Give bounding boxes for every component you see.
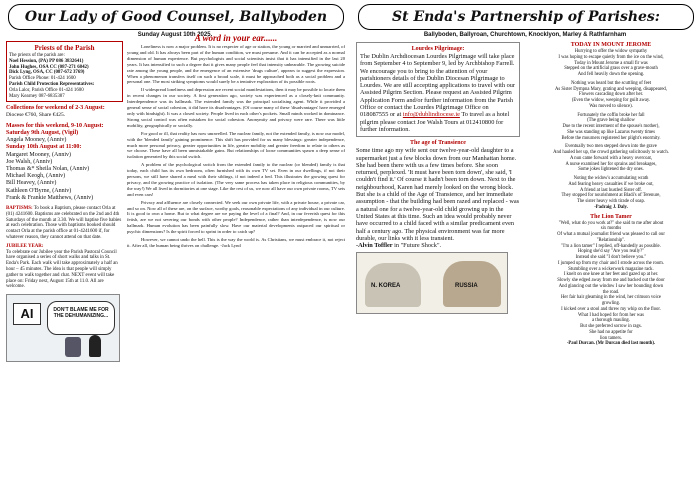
- poems-column: [526, 42, 696, 493]
- poem-line: Instead she said "I don't believe you.": [575, 255, 647, 260]
- jubilee-section: [6, 244, 123, 290]
- collections-section: [6, 105, 123, 119]
- word-column: [127, 33, 345, 493]
- priest-line: Orla Lalor, Parish Office 01-424 1600: [9, 87, 84, 93]
- word-paragraph: A problem of the psychological switch from the extended family to the nuclear (or blended) family is that today, each child has its own bedroom, often furnished with its own TV set. Even in our dwellings, if not their persons, we still have shared a meal with their siblings, if not indeed a bed. This illustrates the growing quest for privacy, and the growing practice of isolation. (The very same process has taken place in religious communities, by the way!) We all lived in dormitories at one stage. Like the rest of us, we now all have our own private rooms, TV sets and even cars!: [127, 162, 345, 197]
- poem-line: Fortunately the coffin broke her fall: [577, 112, 645, 118]
- transience-heading: The age of Transience: [410, 140, 466, 147]
- poem-line: They stopped for nourishment at Bladi's of Terenure,: [561, 193, 661, 199]
- priest-line: Noel Hession, (PA) PP 086 3832641): [9, 58, 84, 64]
- korea-russia-cartoon: [356, 252, 508, 314]
- word-paragraph: If widespread loneliness and depression are recent social manifestations, then it may be possible to locate them in recent changes in our society. A first generation ago, society was experienced as a closely-knit community. Interdependence was its hallmark. The extended family was the principal socialising agent. While it provided a general sense of social cohesion, it did have its disadvantages. (Of course many of these 'disadvantages' have emerged only with hindsight). It was a closed society. People lived in each other's pockets. Small minds worked in dominance. Strong social control was often mistaken for social cohesion. Anonymity and privacy were rare. There was little mobility, geographically or socially.: [127, 87, 345, 128]
- mass-intention: Joe Walsh, (Anniv): [6, 158, 53, 165]
- lion-poem: [526, 221, 696, 348]
- poem-line: Of what a mutual journalist friend was pleased to call our: [557, 232, 665, 237]
- poem-line: "I'm a lion tamer" I replied, off-handedly as possible.: [561, 243, 661, 249]
- partnership-title-banner: [358, 4, 694, 30]
- jerome-heading: TODAY IN MOUNT JEROME: [570, 42, 652, 48]
- poem-line: Nothing was heard but the scuttling of feet: [570, 80, 652, 86]
- jubilee-heading: JUBILEE YEAR:: [6, 243, 44, 249]
- lourdes-hotel-text: To travel as a hotel pilgrim please contact Joe Walsh Tours at 012410800 for further information.: [360, 111, 510, 133]
- poem-line: Some jokes lightened the dry ones.: [578, 167, 644, 173]
- poem-line: -Paul Durcan. (Mr Durcan died last month).: [566, 341, 656, 347]
- word-paragraph: For good or ill, that reality has now unravelled. The nuclear family, not the extended family, is now our model, with the 'blended family' gaining prominence. This shift has provided for us many blessings: greater independence, much more personal privacy, greater opportunities in life, greater mobility and greater freedom to relate to others as we choose. These have all been unmistakable gains. But relationships of loose communities spawn a deep sense of isolation generated by this social switch.: [127, 130, 345, 160]
- poem-line: And fell heavily down the opening.: [577, 72, 645, 77]
- poem-line: I knelt on one knee at her feet and gazed up at her.: [563, 272, 659, 278]
- transience-source: in "Future Shock".: [394, 242, 442, 250]
- poem-line: Slowly she edged away from me and backed out the door: [557, 278, 665, 283]
- poem-line: Stumbling over a wickerwork magazine rack.: [568, 266, 654, 272]
- mass-intention: Michael Keogh, (Anniv): [6, 173, 66, 180]
- poem-line: Noting the widow's accumulating wrath: [573, 176, 649, 181]
- priest-line: John Hughes, OSA CC (087-271 6842): [9, 64, 89, 70]
- mass-intention: Bill Heavey, (Anniv): [6, 180, 57, 187]
- poem-line: The sister heavy with tirade of soap.: [576, 199, 646, 204]
- mass-intention: Angela Mooney, (Anniv): [6, 137, 67, 144]
- poem-line: growling.: [601, 301, 621, 306]
- left-column: [6, 41, 123, 493]
- poem-line: Flowers cascading down after her.: [578, 92, 644, 98]
- parish-title-banner: [8, 4, 344, 30]
- jerome-poem: [526, 49, 696, 211]
- lourdes-box: [356, 42, 520, 137]
- newsletter-date: Sunday August 10th 2025.: [137, 32, 213, 38]
- jubilee-text: To celebrate our Jubilee year the Parish Pastoral Council have organised a series of short walks and talks in St. Enda's Park. Each walk will take approximately a half an hour – 45 minutes. The idea is that people will simply gather to walk together and chat. NEXT event will take place on: Friday next, August 15th at 11.0. All are welcome.: [6, 249, 118, 290]
- lourdes-heading: Lourdes Pilgrimage:: [411, 46, 465, 52]
- robot-figure: [65, 337, 81, 357]
- mass-intention: Margaret Mooney, (Anniv): [6, 151, 71, 158]
- priest-line: Parish Child Protection Representatives:: [9, 81, 95, 87]
- masses-heading: Masses for this weekend, 9-10 August:: [6, 122, 104, 129]
- ai-cartoon: [6, 294, 120, 362]
- poem-line: Hurrying to offer the widow sympathy: [574, 49, 648, 54]
- poem-line: I jumped up from my chair and I strode across the room.: [558, 260, 664, 266]
- lourdes-text: The Dublin Archdiocesan Lourdes Pilgrimage will take place from September 4 to September 9, led by Archbishop Farrell. We encourage you to bring to the attention of your parishioners details of the Dublin Diocesan Pilgrimage to Lourdes. We are still accepting applications to travel with our Assisted Pilgrim Section. Please request an Assisted Pilgrim Application Form and/or further information from the Parish Office or contact the Lourdes Pilgrimage Office on 018087555 or at: [360, 53, 516, 119]
- mass-intention: Frank & Frankie Matthews, (Anniv): [6, 194, 94, 201]
- poem-line: six months: [600, 226, 622, 232]
- lourdes-email-link[interactable]: info@dublindiocese.ie: [402, 111, 460, 119]
- poem-line: a thorough mauling.: [592, 318, 630, 324]
- poem-line: the road.: [602, 289, 620, 295]
- baptisms-text: To book a Baptism, please contact Orla at (01) 4241600. Baptisms are celebrated on the 2nd and 4th Saturdays of the month at 3.30. We will baptise five babies at each celebration. Those with baptisms booked should contact Orla at the parish office at 01-4241600 if, for whatever reason, they cannot attend on that date.: [6, 206, 122, 240]
- russia-label: RUSSIA: [455, 283, 478, 290]
- priests-box: [6, 41, 123, 102]
- partnership-parishes: Ballyboden, Ballyroan, Churchtown, Knocklyon, Marley & Rathfarnham: [423, 32, 627, 38]
- priest-line: Mary Kearney 087-6835387: [9, 93, 65, 99]
- poem-line: And glancing out the window I saw her bounding down: [558, 283, 664, 289]
- word-paragraph: However, we cannot undo the hell. This is the way the world is. As Christians, we must embrace it, not reject it. After all, the human being thrives on challenge. -Jack Lynd: [127, 237, 345, 248]
- person-figure: [89, 335, 101, 357]
- ai-sign-text: AI: [20, 306, 34, 322]
- korea-label: N. KOREA: [371, 283, 401, 290]
- word-heading: A word in your ear......: [194, 33, 278, 43]
- priest-line: Dick Lyng, OSA, CC (087-672 3769): [9, 70, 85, 76]
- mass-intention: Kathleen O'Byrne, (Anniv): [6, 187, 72, 194]
- mass-intention: Thomas &* Sheila Nolan, (Anniv): [6, 165, 90, 172]
- poem-line: I kicked over a stool and threw my whip on the floor.: [561, 306, 661, 312]
- poem-line: lion tamers.: [599, 335, 623, 341]
- priest-line: Parish Office Phone: 01-424 1600: [9, 76, 76, 82]
- partnership-title: St Enda's Partnership of Parishes:: [392, 9, 660, 25]
- poem-line: Before the mourners registered her plight's enormity.: [561, 135, 661, 141]
- poem-line: "Relationship".: [596, 237, 626, 243]
- priests-heading: Priests of the Parish: [34, 44, 95, 52]
- right-page: [350, 0, 700, 495]
- poem-line: Due to the recent interment of the spouse's mother),: [562, 124, 660, 129]
- masses-section: [6, 123, 123, 202]
- transience-text: Some time ago my wife sent our twelve-year-old daughter to a supermarket just a few blocks down from our Manhattan home. She had been there with us a few times before. She soon returned, perplexed. 'It must have been torn down', she said, 'I couldn't find it.' Of course it hadn't been torn down. Next to the neighbourhood, Karen had merely looked on the wrong block. But she is a child of the Age of Transience, and her immediate assumption - that the building had been razed and replaced - was a natural one for a twelve-year-old child growing up in the United States at this time. Such an idea would probably never have occurred to a child faced with a similar predicament even half a century ago. The physical environment was far more durable, our links with it less transient.: [356, 147, 520, 242]
- poem-line: Stepped on the artificial grass over a grave-mouth: [564, 66, 658, 72]
- poem-line: A nurse examined her for sprains and breakages,: [565, 161, 657, 167]
- baptisms-section: [6, 206, 123, 241]
- transience-author: -Alvin Toffler: [356, 242, 393, 250]
- poem-line: I was hoping to escape quietly from the ice on the wind,: [558, 54, 664, 60]
- transience-credit: [356, 242, 520, 249]
- poem-line: A friend at last hustled Sister off.: [579, 187, 642, 193]
- poem-line: "Well, what do you work at?" she said to me after about: [558, 220, 664, 226]
- sunday-mass: Sunday 10th August at 11:00:: [6, 144, 82, 151]
- poem-line: As Sister Dympna Mary, grating and weeping, disappeared,: [555, 86, 667, 92]
- saturday-mass: Saturday 9th August, (Vigil): [6, 129, 79, 136]
- poem-line: Eventually two men stepped down into the grave: [565, 144, 657, 150]
- poem-line: Today in Mount Jerome a small fir was: [574, 60, 648, 66]
- poem-line: And hauled her up, the crowd gathering solicitously to watch.: [553, 150, 669, 155]
- word-paragraph: Loneliness is now a major problem. It is no respecter of age or station, the young or married and unmarried, of young and old. It has always been part of the human condition, we must presume. And it can be accepted as a normal dimension of human experience. But psychologists and social scientists insist that it has intensified in the last 20 years. It has intensified to such a degree that it gives many people feel that intensity unbearable. The growing suicide rate among the young people, and the emergence of an extensive 'drugs culture', appears to suggest the expression. When a phenomenon transfers itself on such a broad scale, it must be approached both as a social problem and a personal one. The most striking symptoms would surely be a tentative exploration of its possible roots.: [127, 44, 345, 85]
- poem-line: -Padraig J. Daly.: [594, 204, 628, 210]
- speech-bubble: [47, 301, 115, 335]
- poem-line: (Even the widow, weeping for guilt away.: [571, 98, 651, 103]
- poem-line: A nun came forward with a heavy overcoat,: [570, 155, 652, 161]
- poem-line: And fearing heavy casualties if we broke out,: [568, 181, 654, 187]
- word-paragraph: Privacy and affluence are closely connected. We seek our own private life, with a private house, a private car, and so on. Now all of these are, on the surface, worthy goals, reasonable expectations of any individual in our culture. It is good to own a home. But to what degree are we paying the level of a final? And, in our feverish quest for this fetish, are we not severing our bonds with other people? Independence, rather than interdependence, is now our hallmark. Human evolution has been painfully slow. Have our material developments outpaced our spiritual or psychic dimensions? Is the spirit forced to sprint in order to catch up?: [127, 199, 345, 235]
- transience-section: [356, 140, 520, 249]
- poem-line: But she preferred sorrow in rags.: [580, 324, 642, 329]
- poem-line: She had no appetite for: [589, 329, 633, 335]
- poem-line: Her fair hair gleaming in the wind, her crimson voice: [561, 295, 661, 301]
- lion-heading: The Lion Tamer: [590, 213, 632, 220]
- poem-line: Was moved to silence).: [589, 103, 633, 109]
- priest-line: The priests of the parish are:: [9, 53, 65, 58]
- ai-sign: [13, 303, 41, 325]
- lourdes-column: [356, 42, 520, 493]
- speech-bubble-text: DON'T BLAME ME FOR THE DEHUMANIZING...: [53, 307, 109, 320]
- collections-heading: Collections for weekend of 2-3 August:: [6, 105, 105, 112]
- poem-line: She was standing up like Lazarus twenty times: [567, 129, 655, 135]
- collections-text: Diocese €760, Share €425.: [6, 112, 66, 119]
- poem-line: (The grave being shallow: [587, 118, 635, 124]
- parish-title: Our Lady of Good Counsel, Ballyboden: [24, 9, 328, 25]
- baptisms-heading: BAPTISMS:: [6, 206, 33, 211]
- poem-line: Hoping she'd say "Are you really?": [577, 249, 645, 255]
- poem-line: What I had hoped for from her was: [578, 312, 644, 318]
